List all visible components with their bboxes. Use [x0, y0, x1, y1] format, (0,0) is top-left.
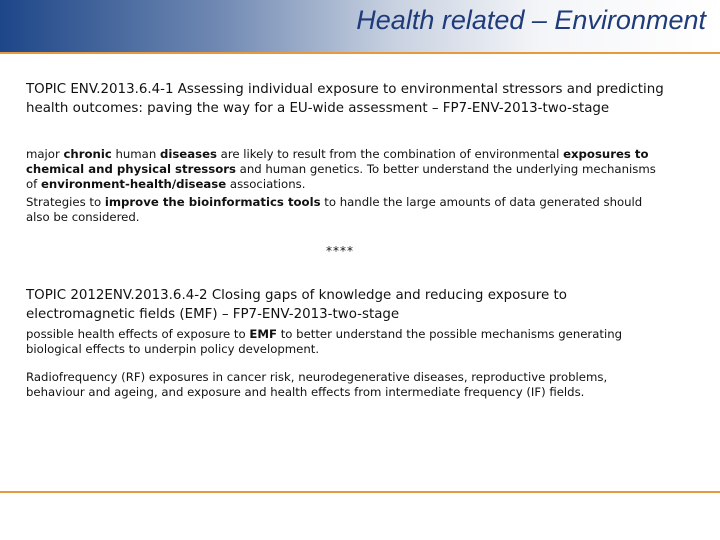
- highlight-bioinformatics: improve the bioinformatics tools: [104, 195, 321, 209]
- text-run: associations.: [226, 177, 306, 191]
- slide-title: Health related – Environment: [356, 5, 706, 35]
- text-run: Strategies to: [26, 195, 105, 209]
- topic-2-title: TOPIC 2012ENV.2013.6.4-2 Closing gaps of knowledge and reducing exposure to electromagnetic fields (EMF) – FP7-ENV-2013-two-stage: [26, 288, 567, 322]
- highlight-diseases: diseases: [159, 147, 217, 161]
- text-run: major: [26, 147, 64, 161]
- topic-1-title: TOPIC ENV.2013.6.4-1 Assessing individual exposure to environmental stressors and predicting health outcomes: paving the way for a EU-wide assessment – FP7-ENV-2013-two-stage: [26, 82, 664, 116]
- text-run: to handle the large amounts of data generated should also be considered.: [26, 195, 643, 224]
- highlight-chronic: chronic: [63, 147, 112, 161]
- topic-1-paragraph-2: [26, 195, 666, 225]
- text-run: and human genetics. To better understand the underlying mechanisms of: [26, 162, 656, 191]
- topic-2-paragraph-2: Radiofrequency (RF) exposures in cancer risk, neurodegenerative diseases, reproductive problems, behaviour and ageing, and exposure and health effects from intermediate frequency (IF) fields.: [26, 370, 608, 399]
- topic-1-paragraph-1: [26, 147, 666, 192]
- highlight-emf: EMF: [249, 327, 277, 341]
- section-separator: ****: [326, 244, 354, 258]
- text-run: human: [111, 147, 160, 161]
- topic-2-paragraph-1: [26, 327, 666, 357]
- highlight-exposures: exposures to chemical and physical stressors: [26, 147, 649, 176]
- text-run: are likely to result from the combination of environmental: [216, 147, 564, 161]
- highlight-environment-health: environment-health/disease: [40, 177, 227, 191]
- text-run: to better understand the possible mechanisms generating biological effects to underpin policy development.: [26, 327, 623, 356]
- header-divider: [0, 52, 720, 54]
- footer-divider: [0, 491, 720, 493]
- text-run: possible health effects of exposure to: [26, 327, 250, 341]
